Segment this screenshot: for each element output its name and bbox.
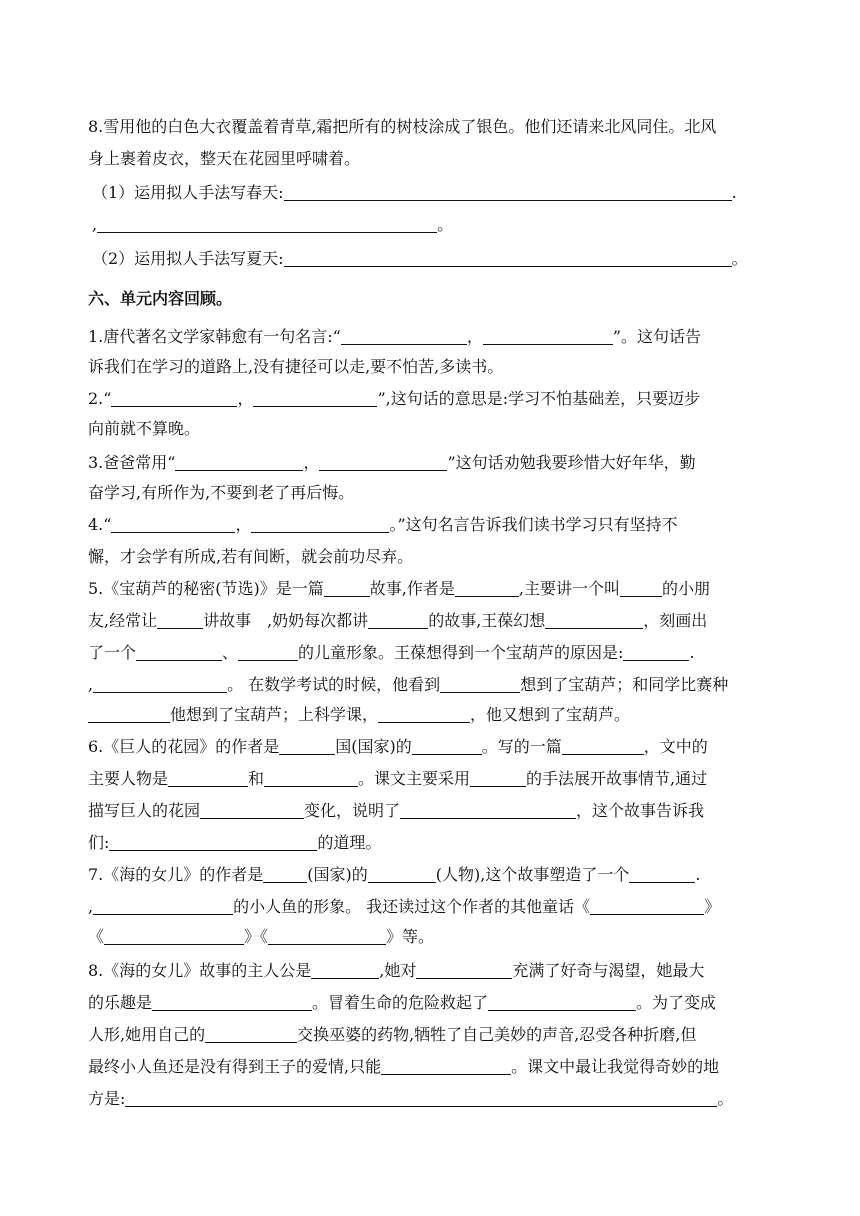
q2-line-2: 向前就不算晚。	[88, 419, 201, 438]
q5-line-4: , 。 在数学考试的时候，他看到 想到了宝葫芦；和同学比赛种	[88, 675, 729, 694]
answer-blank[interactable]	[168, 770, 248, 787]
section-heading: 六、单元内容回顾。	[88, 289, 233, 308]
answer-blank[interactable]	[562, 738, 644, 755]
answer-blank[interactable]	[88, 706, 170, 723]
q6-line-4: 们: 的道理。	[88, 833, 382, 852]
answer-blank[interactable]	[109, 834, 317, 851]
answer-blank[interactable]	[263, 866, 307, 883]
answer-blank[interactable]	[253, 390, 377, 407]
answer-blank[interactable]	[251, 516, 389, 533]
answer-blank[interactable]	[264, 770, 358, 787]
q8-sub2: （2）运用拟人手法写夏天: 。	[92, 249, 748, 268]
q4-line-1: 4.“ ， 。”这句名言告诉我们读书学习只有坚持不	[88, 515, 678, 534]
answer-blank[interactable]	[368, 866, 436, 883]
answer-blank[interactable]	[341, 328, 467, 345]
answer-blank[interactable]	[157, 612, 203, 629]
answer-blank[interactable]	[205, 1026, 297, 1043]
answer-blank[interactable]	[284, 184, 732, 201]
answer-blank[interactable]	[623, 644, 689, 661]
q3-line-1: 3.爸爸常用“ ， ”这句话劝勉我要珍惜大好年华，勤	[88, 453, 696, 472]
answer-blank[interactable]	[175, 454, 303, 471]
answer-blank[interactable]	[200, 802, 304, 819]
q6-line-2: 主要人物是 和 。课文主要采用 的手法展开故事情节,通过	[88, 769, 708, 788]
answer-blank[interactable]	[111, 516, 235, 533]
answer-blank[interactable]	[152, 994, 312, 1011]
q5-line-2: 友,经常让 讲故事 ,奶奶每次都讲 的故事,王葆幻想 ，刻画出	[88, 611, 708, 630]
answer-blank[interactable]	[324, 580, 370, 597]
q4-line-2: 懈，才会学有所成,若有间断，就会前功尽弃。	[88, 547, 414, 566]
q1-line-2: 诉我们在学习的道路上,没有捷径可以走,要不怕苦,多读书。	[88, 357, 504, 376]
answer-blank[interactable]	[400, 802, 576, 819]
q7-line-2: , 的小人鱼的形象。 我还读过这个作者的其他童话《 》	[88, 897, 721, 916]
answer-blank[interactable]	[590, 898, 704, 915]
q6-line-1: 6.《巨人的花园》的作者是 国(国家)的 。写的一篇 ，文中的	[88, 737, 708, 756]
q1-line-1: 1.唐代著名文学家韩愈有一句名言:“ ， ”。这句话告	[88, 327, 702, 346]
answer-blank[interactable]	[284, 250, 732, 267]
q8-line-3: 人形,她用自己的 交换巫婆的药物,牺牲了自己美妙的声音,忍受各种折磨,但	[88, 1025, 697, 1044]
answer-blank[interactable]	[381, 1058, 511, 1075]
q6-line-3: 描写巨人的花园 变化，说明了 ，这个故事告诉我	[88, 801, 705, 820]
q8-intro-line-2: 身上裹着皮衣，整天在花园里呼啸着。	[88, 149, 361, 168]
answer-blank[interactable]	[368, 612, 428, 629]
q8-intro-line-1: 8.雪用他的白色大衣覆盖着青草,霜把所有的树枝涂成了银色。他们还请来北风同住。北风	[88, 117, 717, 136]
answer-blank[interactable]	[97, 216, 437, 233]
answer-blank[interactable]	[125, 1090, 717, 1107]
answer-blank[interactable]	[470, 770, 526, 787]
answer-blank[interactable]	[279, 738, 335, 755]
q5-line-3: 了一个 、 的儿童形象。王葆想得到一个宝葫芦的原因是: .	[88, 643, 695, 662]
q8-sub1: （1）运用拟人手法写春天: .	[92, 183, 737, 202]
answer-blank[interactable]	[378, 706, 470, 723]
answer-blank[interactable]	[483, 328, 613, 345]
answer-blank[interactable]	[412, 738, 482, 755]
q8-line-5: 方是: 。	[88, 1089, 734, 1108]
q2-line-1: 2.“ ， ”,这句话的意思是:学习不怕基础差，只要迈步	[88, 389, 701, 408]
q3-line-2: 奋学习,有所作为,不要到老了再后悔。	[88, 483, 355, 502]
q7-line-1: 7.《海的女儿》的作者是 (国家)的 (人物),这个故事塑造了一个 .	[88, 865, 701, 884]
answer-blank[interactable]	[629, 866, 695, 883]
answer-blank[interactable]	[488, 994, 636, 1011]
answer-blank[interactable]	[416, 962, 512, 979]
answer-blank[interactable]	[268, 928, 386, 945]
answer-blank[interactable]	[111, 390, 237, 407]
answer-blank[interactable]	[238, 644, 298, 661]
answer-blank[interactable]	[455, 580, 519, 597]
answer-blank[interactable]	[620, 580, 662, 597]
answer-blank[interactable]	[311, 962, 379, 979]
q8-line-2: 的乐趣是 。冒着生命的危险救起了 。为了变成	[88, 993, 717, 1012]
answer-blank[interactable]	[319, 454, 447, 471]
q8-line-1: 8.《海的女儿》故事的主人公是 ,她对 充满了好奇与渴望，她最大	[88, 961, 705, 980]
q5-line-5: 他想到了宝葫芦；上科学课， ，他又想到了宝葫芦。	[88, 704, 778, 726]
answer-blank[interactable]	[93, 898, 233, 915]
q7-line-3: 《 》《 》等。	[88, 927, 435, 946]
answer-blank[interactable]	[545, 612, 643, 629]
q5-line-1: 5.《宝葫芦的秘密(节选)》是一篇 故事,作者是 ,主要讲一个叫 的小朋	[88, 579, 710, 598]
answer-blank[interactable]	[104, 928, 244, 945]
q8-line-4: 最终小人鱼还是没有得到王子的爱情,只能 。课文中最让我觉得奇妙的地	[88, 1057, 720, 1076]
answer-blank[interactable]	[93, 676, 227, 693]
answer-blank[interactable]	[136, 644, 222, 661]
q8-sub1-cont: , 。	[92, 215, 454, 234]
answer-blank[interactable]	[440, 676, 520, 693]
